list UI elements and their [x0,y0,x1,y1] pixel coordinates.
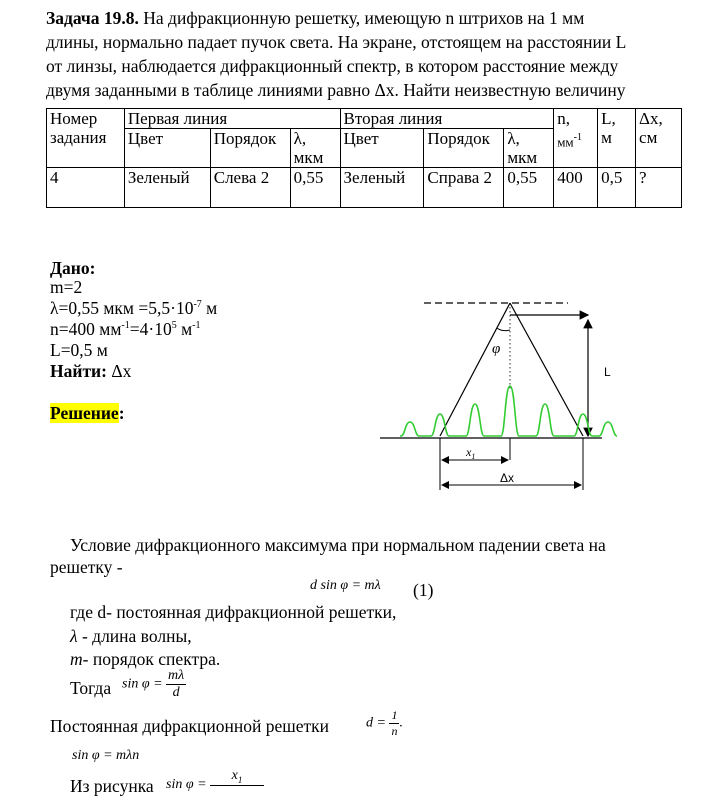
cell-order-2: Справа 2 [424,168,504,208]
header-color-1: Цвет [124,129,210,168]
header-order-1: Порядок [210,129,290,168]
where-lambda: λ - длина волны, [70,626,192,646]
cell-num: 4 [47,168,125,208]
header-task-number: Номер задания [47,109,125,168]
sin-mln-formula: sin φ = mλn [72,748,140,763]
header-lambda-2: λ, мкм [504,129,554,168]
from-figure-label: Из рисунка [70,776,154,796]
ray-right [510,303,583,436]
from-figure-formula: sin φ = $x_1$ [166,768,264,802]
cell-L: 0,5 [598,168,636,208]
header-dx: Δx, см [636,109,682,168]
cell-color-2: Зеленый [340,168,424,208]
header-first-line: Первая линия [124,109,340,129]
header-L: L, м [598,109,636,168]
header-n: n, $мм^{-1}$ [554,109,598,168]
then-label: Тогда [70,678,112,698]
problem-line-2: длины, нормально падает пучок света. На экране, отстоящем на расстоянии L [46,32,627,52]
problem-line-3: от линзы, наблюдается дифракционный спектр, в котором расстояние между [46,56,619,76]
header-color-2: Цвет [340,129,424,168]
then-formula: sin φ = $\frac{m\lambda}{d}$ [122,668,185,700]
given-label: Дано: [50,258,96,278]
problem-line-1: Задача 19.8. На дифракционную решетку, имеющую n штрихов на 1 мм [46,8,585,28]
given-L: L=0,5 м [50,340,108,360]
header-order-2: Порядок [424,129,504,168]
cell-lambda-2: 0,55 [504,168,554,208]
condition-line-2: решетку - [50,557,123,577]
phi-arc [497,328,510,331]
ray-left [440,303,510,436]
header-second-line: Вторая линия [340,109,554,129]
given-lambda: λ=0,55 мкм $=5,5\cdot 10^{-7}$ м [50,298,218,318]
L-label: L [604,365,611,379]
cell-n: 400 [554,168,598,208]
cell-lambda-1: 0,55 [290,168,340,208]
spectrum-peaks [400,386,617,436]
where-d: где d- постоянная дифракционной решетки, [70,602,397,622]
given-n: n=400 $мм^{-1}=4\cdot 10^5$ $м^{-1}$ [50,319,201,339]
dx-label: Δx [500,471,515,485]
given-m: m=2 [50,277,83,297]
cell-color-1: Зеленый [124,168,210,208]
diffraction-diagram [380,290,670,500]
formula-1: d sin φ = mλ [310,578,381,593]
phi-label: φ [492,341,501,357]
header-lambda-1: λ, мкм [290,129,340,168]
condition-line-1: Условие дифракционного максимума при нормальном падении света на [70,535,606,555]
cell-dx: ? [636,168,682,208]
solution-label: Решение: [50,403,125,423]
cell-order-1: Слева 2 [210,168,290,208]
const-formula: d = $\frac{1}{n}$ . [366,708,403,738]
table-row [47,168,682,208]
find-line: Найти: Δx [50,361,132,381]
task-table [46,108,682,208]
problem-line-4: двумя заданными в таблице линиями равно Δx. Найти неизвестную величину [46,80,626,100]
formula-1-number: (1) [413,580,434,600]
x1-label: $x_1$ [466,445,476,461]
const-text: Постоянная дифракционной решетки [50,716,330,736]
where-m: m- порядок спектра. [70,649,221,669]
problem-title: Задача 19.8. [46,8,139,28]
